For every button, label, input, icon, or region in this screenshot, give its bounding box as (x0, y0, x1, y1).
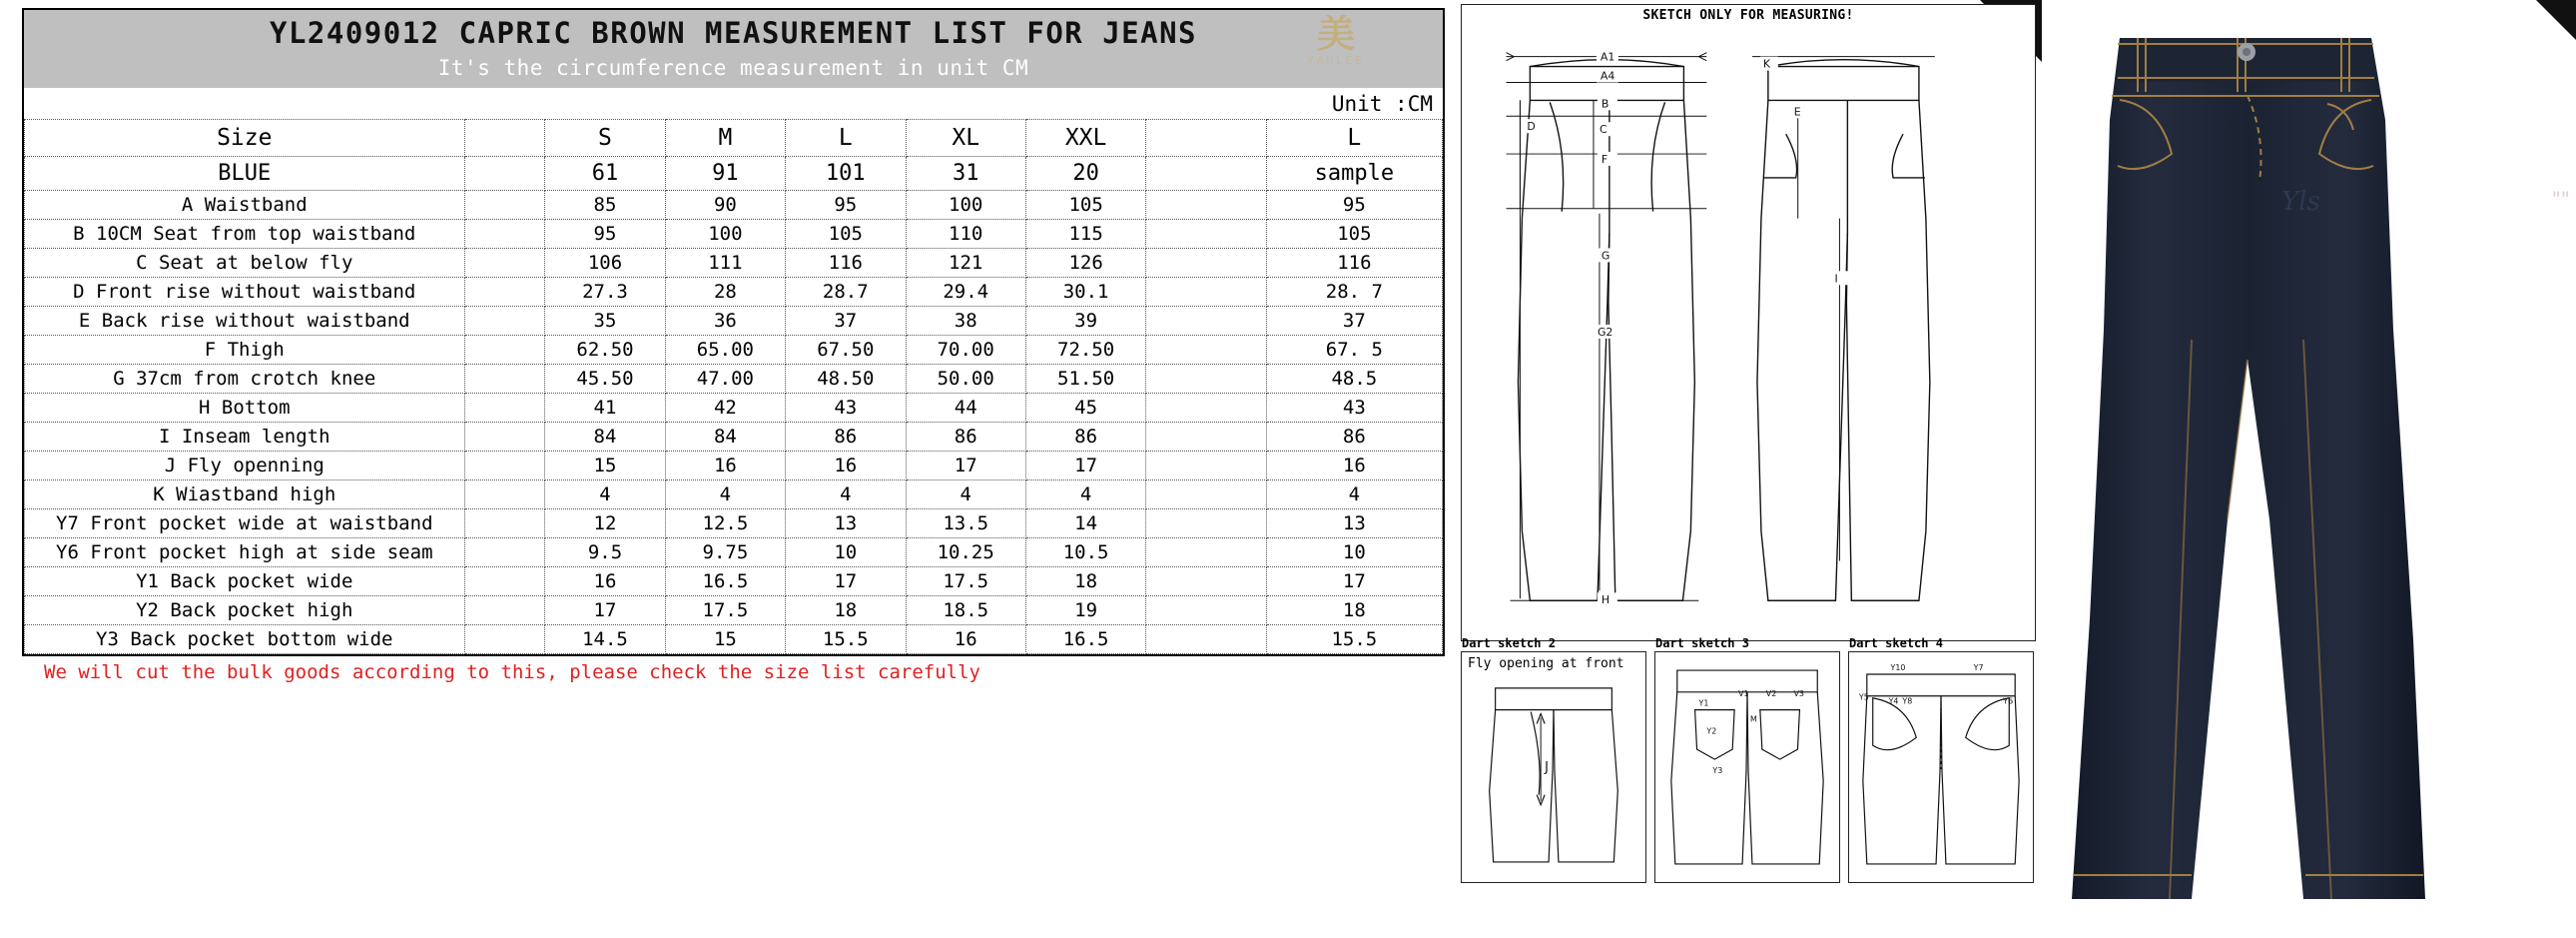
cell-sample: 16 (1266, 452, 1442, 480)
row-label: Y7 Front pocket wide at waistband (25, 509, 465, 538)
header-empty (1146, 120, 1266, 157)
row-label: C Seat at below fly (25, 249, 465, 278)
cell-size-5: 30.1 (1025, 278, 1145, 307)
cell-size-1: 9.5 (545, 538, 665, 567)
table-row (25, 365, 1443, 394)
unit-note: Unit :CM (24, 88, 1443, 119)
cell-size-2: 111 (665, 249, 785, 278)
cell-size-4: 16 (906, 625, 1025, 654)
cell-sample: 105 (1266, 220, 1442, 249)
cell-sample: 10 (1266, 538, 1442, 567)
sketch-panel (1453, 0, 2042, 938)
cell-size-3: 86 (786, 423, 906, 452)
subheader-gap (464, 157, 545, 191)
dart-sketch-3 (1654, 636, 1840, 883)
header-count-5: 20 (1025, 157, 1145, 191)
cell-sample: 18 (1266, 596, 1442, 625)
row-gap (464, 596, 545, 625)
table-row (25, 307, 1443, 336)
cell-size-1: 17 (545, 596, 665, 625)
cell-size-2: 9.75 (665, 538, 785, 567)
cell-empty (1146, 249, 1266, 278)
header-size-4: XL (906, 120, 1025, 157)
row-gap (464, 191, 545, 220)
cell-size-5: 72.50 (1025, 336, 1145, 365)
row-gap (464, 452, 545, 480)
cell-size-2: 36 (665, 307, 785, 336)
dart-sketch-4-title: Dart sketch 4 (1849, 636, 1943, 650)
row-gap (464, 567, 545, 596)
row-label: Y2 Back pocket high (25, 596, 465, 625)
cell-empty (1146, 480, 1266, 509)
row-gap (464, 365, 545, 394)
svg-text:V3: V3 (1793, 688, 1804, 698)
cell-empty (1146, 220, 1266, 249)
cell-empty (1146, 423, 1266, 452)
cell-size-3: 67.50 (786, 336, 906, 365)
svg-text:Y2: Y2 (1706, 726, 1717, 736)
cell-empty (1146, 394, 1266, 423)
cell-size-4: 4 (906, 480, 1025, 509)
cell-sample: 48.5 (1266, 365, 1442, 394)
dart-sketch-row (1461, 636, 2036, 883)
svg-text:A1: A1 (1600, 50, 1615, 64)
row-label: G 37cm from crotch knee (25, 365, 465, 394)
cell-size-2: 28 (665, 278, 785, 307)
cell-empty (1146, 625, 1266, 654)
svg-text:A4: A4 (1600, 69, 1615, 83)
cell-size-3: 43 (786, 394, 906, 423)
svg-text:F: F (1601, 153, 1609, 167)
header-size-1: S (545, 120, 665, 157)
title-band (24, 10, 1443, 88)
svg-text:Y4: Y4 (1888, 696, 1899, 706)
cell-size-3: 48.50 (786, 365, 906, 394)
cell-size-2: 4 (665, 480, 785, 509)
row-gap (464, 509, 545, 538)
cell-size-2: 15 (665, 625, 785, 654)
dart-sketch-2 (1461, 636, 1646, 883)
cell-size-1: 12 (545, 509, 665, 538)
cell-size-5: 10.5 (1025, 538, 1145, 567)
cell-size-4: 13.5 (906, 509, 1025, 538)
cell-size-5: 86 (1025, 423, 1145, 452)
svg-text:Y3: Y3 (1712, 765, 1723, 775)
table-row (25, 423, 1443, 452)
cell-size-5: 51.50 (1025, 365, 1145, 394)
row-label: J Fly openning (25, 452, 465, 480)
svg-text:E: E (1793, 105, 1801, 119)
cell-sample: 13 (1266, 509, 1442, 538)
back-pocket-sketch (1655, 652, 1839, 882)
row-label: Y3 Back pocket bottom wide (25, 625, 465, 654)
dart-sketch-3-title: Dart sketch 3 (1655, 636, 1749, 650)
row-label: B 10CM Seat from top waistband (25, 220, 465, 249)
header-sample-label: sample (1266, 157, 1442, 191)
row-gap (464, 625, 545, 654)
table-row (25, 509, 1443, 538)
cell-size-1: 41 (545, 394, 665, 423)
table-row (25, 220, 1443, 249)
header-size-5: XXL (1025, 120, 1145, 157)
dart-sketch-2-title: Dart sketch 2 (1462, 636, 1556, 650)
cell-size-2: 17.5 (665, 596, 785, 625)
cell-size-3: 95 (786, 191, 906, 220)
cell-empty (1146, 336, 1266, 365)
cell-size-2: 12.5 (665, 509, 785, 538)
cell-sample: 116 (1266, 249, 1442, 278)
row-label: I Inseam length (25, 423, 465, 452)
row-label: D Front rise without waistband (25, 278, 465, 307)
cell-size-5: 16.5 (1025, 625, 1145, 654)
cell-size-3: 13 (786, 509, 906, 538)
svg-text:Yls: Yls (2281, 187, 2320, 217)
cell-size-2: 84 (665, 423, 785, 452)
cell-size-2: 16 (665, 452, 785, 480)
cell-size-1: 84 (545, 423, 665, 452)
header-sample-size: L (1266, 120, 1442, 157)
measurement-table (24, 119, 1443, 654)
cell-size-4: 18.5 (906, 596, 1025, 625)
cell-size-4: 38 (906, 307, 1025, 336)
table-row (25, 625, 1443, 654)
cell-size-2: 42 (665, 394, 785, 423)
cell-size-2: 65.00 (665, 336, 785, 365)
cell-size-5: 126 (1025, 249, 1145, 278)
cell-sample: 67. 5 (1266, 336, 1442, 365)
row-gap (464, 394, 545, 423)
cell-empty (1146, 538, 1266, 567)
cell-size-3: 116 (786, 249, 906, 278)
footnote: We will cut the bulk goods according to this, please check the size list carefully (44, 661, 980, 683)
row-gap (464, 538, 545, 567)
cell-size-5: 39 (1025, 307, 1145, 336)
header-count-2: 91 (665, 157, 785, 191)
row-label: F Thigh (25, 336, 465, 365)
cell-empty (1146, 307, 1266, 336)
cell-size-5: 105 (1025, 191, 1145, 220)
brand-logo (1291, 11, 1381, 86)
svg-text:C: C (1599, 123, 1608, 137)
cell-size-3: 17 (786, 567, 906, 596)
cell-sample: 37 (1266, 307, 1442, 336)
row-label: K Wiastband high (25, 480, 465, 509)
cell-empty (1146, 365, 1266, 394)
cell-size-4: 121 (906, 249, 1025, 278)
cell-size-1: 95 (545, 220, 665, 249)
cell-size-4: 86 (906, 423, 1025, 452)
cell-sample: 28. 7 (1266, 278, 1442, 307)
svg-text:G2: G2 (1597, 325, 1613, 339)
svg-text:Y8: Y8 (1902, 696, 1913, 706)
table-row (25, 249, 1443, 278)
cell-size-4: 50.00 (906, 365, 1025, 394)
cell-size-1: 16 (545, 567, 665, 596)
svg-text:Y10: Y10 (1890, 663, 1906, 673)
cell-size-4: 110 (906, 220, 1025, 249)
cell-sample: 17 (1266, 567, 1442, 596)
svg-text:J: J (1545, 759, 1549, 775)
cell-size-5: 19 (1025, 596, 1145, 625)
cell-size-3: 37 (786, 307, 906, 336)
table-row (25, 596, 1443, 625)
header-gap (464, 120, 545, 157)
cell-sample: 86 (1266, 423, 1442, 452)
cell-size-5: 45 (1025, 394, 1145, 423)
cell-empty (1146, 509, 1266, 538)
cell-size-4: 10.25 (906, 538, 1025, 567)
cell-size-4: 44 (906, 394, 1025, 423)
cell-size-5: 17 (1025, 452, 1145, 480)
svg-text:Y6: Y6 (2003, 696, 2014, 706)
cell-size-3: 4 (786, 480, 906, 509)
cell-size-1: 14.5 (545, 625, 665, 654)
row-gap (464, 249, 545, 278)
fly-opening-sketch (1462, 652, 1645, 882)
cell-size-1: 62.50 (545, 336, 665, 365)
table-row (25, 538, 1443, 567)
row-gap (464, 480, 545, 509)
table-row (25, 452, 1443, 480)
subheader-empty (1146, 157, 1266, 191)
table-row (25, 336, 1443, 365)
cell-sample: 43 (1266, 394, 1442, 423)
cell-size-3: 18 (786, 596, 906, 625)
cell-size-3: 10 (786, 538, 906, 567)
svg-text:I: I (1834, 272, 1838, 286)
header-count-4: 31 (906, 157, 1025, 191)
row-label: A Waistband (25, 191, 465, 220)
cell-size-1: 106 (545, 249, 665, 278)
svg-text:D: D (1527, 120, 1536, 134)
cell-size-2: 100 (665, 220, 785, 249)
logo-mark-icon: 美 (1316, 11, 1355, 56)
cell-size-1: 45.50 (545, 365, 665, 394)
cell-size-1: 85 (545, 191, 665, 220)
cell-size-2: 47.00 (665, 365, 785, 394)
table-row (25, 480, 1443, 509)
svg-text:Y5: Y5 (1858, 692, 1869, 702)
cell-size-4: 100 (906, 191, 1025, 220)
table-header-row (25, 120, 1443, 157)
svg-text:V1: V1 (1738, 688, 1749, 698)
cell-size-4: 70.00 (906, 336, 1025, 365)
row-label: Y6 Front pocket high at side seam (25, 538, 465, 567)
header-count-3: 101 (786, 157, 906, 191)
header-size-2: M (665, 120, 785, 157)
table-row (25, 394, 1443, 423)
cell-size-4: 17.5 (906, 567, 1025, 596)
svg-text:Y7: Y7 (1973, 663, 1984, 673)
page-title: YL2409012 CAPRIC BROWN MEASUREMENT LIST FOR JEANS (269, 16, 1197, 50)
logo-text: YAULEE (1307, 54, 1365, 67)
cell-size-5: 18 (1025, 567, 1145, 596)
dart-sketch-2-caption: Fly opening at front (1468, 656, 1624, 671)
table-row (25, 191, 1443, 220)
cell-size-1: 35 (545, 307, 665, 336)
row-label: E Back rise without waistband (25, 307, 465, 336)
cell-empty (1146, 452, 1266, 480)
cell-empty (1146, 596, 1266, 625)
cell-sample: 15.5 (1266, 625, 1442, 654)
cell-size-4: 17 (906, 452, 1025, 480)
svg-text:M: M (1749, 714, 1757, 724)
cell-size-5: 115 (1025, 220, 1145, 249)
cell-sample: 4 (1266, 480, 1442, 509)
cell-size-5: 14 (1025, 509, 1145, 538)
row-gap (464, 423, 545, 452)
header-size-label: Size (25, 120, 465, 157)
dart-sketch-4 (1848, 636, 2034, 883)
main-sketch-box (1461, 4, 2036, 641)
cell-size-2: 16.5 (665, 567, 785, 596)
product-photo (2042, 0, 2576, 938)
cell-size-3: 16 (786, 452, 906, 480)
cell-size-1: 4 (545, 480, 665, 509)
front-pocket-sketch (1849, 652, 2033, 882)
cell-size-4: 29.4 (906, 278, 1025, 307)
svg-text:H: H (1601, 593, 1610, 607)
table-frame (22, 8, 1445, 656)
cell-size-1: 15 (545, 452, 665, 480)
svg-text:G: G (1601, 249, 1610, 263)
cell-empty (1146, 278, 1266, 307)
photo-corner-decoration (2536, 0, 2576, 40)
row-gap (464, 336, 545, 365)
cell-size-3: 28.7 (786, 278, 906, 307)
page-subtitle: It's the circumference measurement in unit CM (437, 56, 1029, 80)
photo-quote-mark: "" (2551, 187, 2570, 211)
svg-text:B: B (1601, 97, 1610, 111)
table-row (25, 567, 1443, 596)
row-label: H Bottom (25, 394, 465, 423)
cell-size-3: 105 (786, 220, 906, 249)
row-label: Y1 Back pocket wide (25, 567, 465, 596)
cell-empty (1146, 191, 1266, 220)
svg-text:K: K (1762, 57, 1771, 71)
cell-size-1: 27.3 (545, 278, 665, 307)
product-photo-panel (2042, 0, 2576, 938)
header-size-3: L (786, 120, 906, 157)
cell-size-2: 90 (665, 191, 785, 220)
svg-text:V2: V2 (1765, 688, 1777, 698)
cell-sample: 95 (1266, 191, 1442, 220)
header-color-label: BLUE (25, 157, 465, 191)
cell-size-5: 4 (1025, 480, 1145, 509)
table-subheader-row (25, 157, 1443, 191)
row-gap (464, 220, 545, 249)
row-gap (464, 278, 545, 307)
cell-size-3: 15.5 (786, 625, 906, 654)
cell-empty (1146, 567, 1266, 596)
svg-text:Y1: Y1 (1698, 698, 1709, 708)
table-row (25, 278, 1443, 307)
row-gap (464, 307, 545, 336)
technical-flat-sketch (1462, 5, 2035, 640)
header-count-1: 61 (545, 157, 665, 191)
sketch-note: SKETCH ONLY FOR MEASURING! (1642, 8, 1854, 23)
